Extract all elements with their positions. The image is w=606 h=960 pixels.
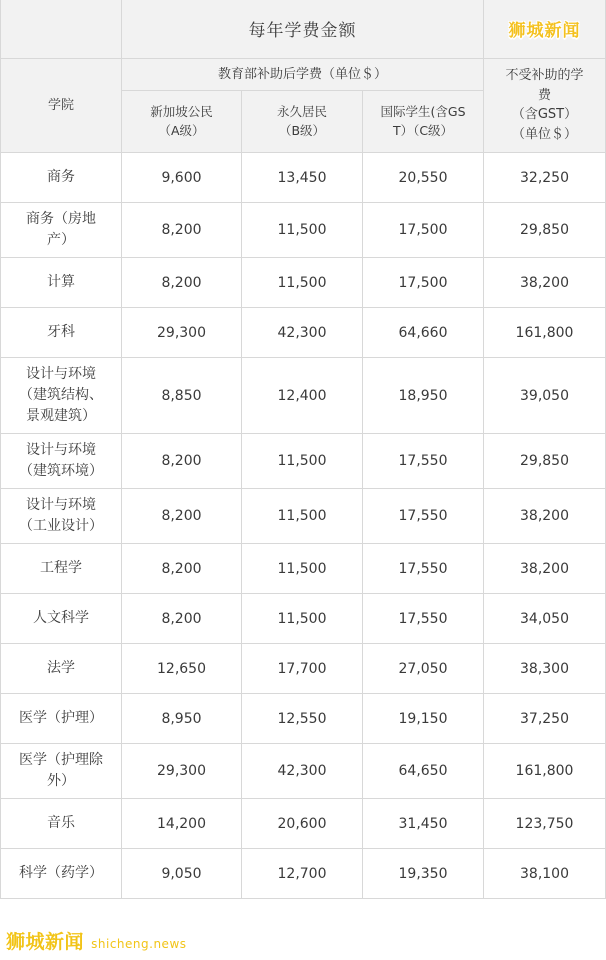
college-name-line: 设计与环境 [26,442,96,458]
column-header-unsubsidised [484,58,606,153]
cell-pr-fee: 12,700 [242,849,363,899]
table-row [1,434,606,489]
college-name-line: 产） [47,232,75,248]
cell-international-fee: 17,500 [363,258,484,308]
college-name-line: 科学（药学） [19,865,103,881]
cell-citizen-fee: 8,950 [122,694,242,744]
college-name-line: 计算 [47,274,75,290]
cell-pr-fee: 17,700 [242,644,363,694]
unsub-line-4: （单位＄） [511,126,577,142]
cell-citizen-fee: 8,200 [122,594,242,644]
cell-college-name [1,849,122,899]
watermark-sub: shicheng.news [91,937,187,951]
table-row [1,849,606,899]
cell-pr-fee: 13,450 [242,153,363,203]
cell-pr-fee: 20,600 [242,799,363,849]
cell-pr-fee: 42,300 [242,744,363,799]
cell-college-name [1,744,122,799]
table-row [1,799,606,849]
college-name-line: 医学（护理除 [19,752,103,768]
cell-unsubsidised-fee: 161,800 [484,744,606,799]
cell-pr-fee: 11,500 [242,203,363,258]
cell-citizen-fee: 8,200 [122,544,242,594]
table-row [1,203,606,258]
cell-college-name [1,594,122,644]
cell-citizen-fee: 8,200 [122,489,242,544]
brand-logo [484,0,606,58]
brand-logo-text: 狮城新闻 [508,21,581,42]
cell-citizen-fee: 8,850 [122,358,242,434]
column-header-international [363,91,484,153]
college-name-line: 商务 [47,169,75,185]
unsub-line-3: （含GST） [511,107,578,123]
cell-unsubsidised-fee: 123,750 [484,799,606,849]
pr-line-2: （B级） [278,122,326,138]
cell-international-fee: 31,450 [363,799,484,849]
watermark-main: 狮城新闻 [6,931,85,953]
cell-unsubsidised-fee: 39,050 [484,358,606,434]
cell-citizen-fee: 9,050 [122,849,242,899]
table-row [1,153,606,203]
watermark [6,927,187,954]
college-name-line: （建筑环境） [19,463,103,479]
cell-pr-fee: 11,500 [242,594,363,644]
table-header-row-1 [1,58,606,91]
cell-international-fee: 27,050 [363,644,484,694]
cell-international-fee: 19,350 [363,849,484,899]
cell-college-name [1,644,122,694]
cell-college-name [1,434,122,489]
cell-pr-fee: 11,500 [242,434,363,489]
cell-international-fee: 64,660 [363,308,484,358]
cell-unsubsidised-fee: 38,200 [484,258,606,308]
citizen-line-1: 新加坡公民 [150,103,213,119]
cell-citizen-fee: 9,600 [122,153,242,203]
cell-citizen-fee: 29,300 [122,308,242,358]
table-row [1,744,606,799]
column-header-college: 学院 [1,58,122,153]
college-name-line: （工业设计） [19,518,103,534]
table-row [1,489,606,544]
cell-college-name [1,203,122,258]
cell-unsubsidised-fee: 29,850 [484,434,606,489]
cell-international-fee: 17,500 [363,203,484,258]
cell-unsubsidised-fee: 38,200 [484,489,606,544]
cell-international-fee: 17,550 [363,544,484,594]
table-row [1,544,606,594]
cell-college-name [1,799,122,849]
college-name-line: 音乐 [47,815,75,831]
column-header-citizen [122,91,242,153]
college-name-line: 景观建筑） [26,408,96,424]
column-header-pr [242,91,363,153]
cell-unsubsidised-fee: 161,800 [484,308,606,358]
cell-unsubsidised-fee: 37,250 [484,694,606,744]
college-name-line: 人文科学 [33,610,89,626]
cell-college-name [1,544,122,594]
cell-unsubsidised-fee: 34,050 [484,594,606,644]
table-title-row [1,0,606,58]
cell-citizen-fee: 8,200 [122,434,242,489]
cell-college-name [1,489,122,544]
college-name-line: 牙科 [47,324,75,340]
cell-pr-fee: 42,300 [242,308,363,358]
column-group-subsidised: 教育部补助后学费（单位＄） [122,58,484,91]
college-name-line: 商务（房地 [26,211,96,227]
table-row [1,308,606,358]
intl-line-2: T）（C级） [392,122,454,138]
cell-international-fee: 19,150 [363,694,484,744]
cell-unsubsidised-fee: 38,200 [484,544,606,594]
cell-college-name [1,694,122,744]
cell-college-name [1,153,122,203]
cell-international-fee: 17,550 [363,489,484,544]
title-spacer [1,0,122,58]
cell-unsubsidised-fee: 29,850 [484,203,606,258]
college-name-line: 外） [47,773,75,789]
unsub-line-1: 不受补助的学 [505,68,584,84]
college-name-line: 设计与环境 [26,366,96,382]
cell-pr-fee: 11,500 [242,544,363,594]
cell-pr-fee: 12,400 [242,358,363,434]
cell-citizen-fee: 29,300 [122,744,242,799]
cell-unsubsidised-fee: 32,250 [484,153,606,203]
cell-pr-fee: 12,550 [242,694,363,744]
pr-line-1: 永久居民 [276,103,327,119]
cell-college-name [1,308,122,358]
cell-unsubsidised-fee: 38,100 [484,849,606,899]
table-row [1,694,606,744]
cell-international-fee: 18,950 [363,358,484,434]
cell-college-name [1,258,122,308]
cell-pr-fee: 11,500 [242,258,363,308]
table-row [1,594,606,644]
intl-line-1: 国际学生(含GS [380,103,466,119]
table-row [1,358,606,434]
cell-international-fee: 17,550 [363,594,484,644]
college-name-line: 法学 [47,660,75,676]
cell-international-fee: 64,650 [363,744,484,799]
unsub-line-2: 费 [537,87,551,103]
cell-international-fee: 17,550 [363,434,484,489]
citizen-line-2: （A级） [158,122,205,138]
cell-international-fee: 20,550 [363,153,484,203]
cell-unsubsidised-fee: 38,300 [484,644,606,694]
college-name-line: （建筑结构、 [19,387,103,403]
table-row [1,644,606,694]
cell-citizen-fee: 14,200 [122,799,242,849]
college-name-line: 医学（护理） [19,710,103,726]
cell-citizen-fee: 8,200 [122,203,242,258]
cell-pr-fee: 11,500 [242,489,363,544]
page-title: 每年学费金额 [122,0,484,58]
college-name-line: 工程学 [40,560,82,576]
cell-college-name [1,358,122,434]
cell-citizen-fee: 8,200 [122,258,242,308]
table-row [1,258,606,308]
cell-citizen-fee: 12,650 [122,644,242,694]
college-name-line: 设计与环境 [26,497,96,513]
